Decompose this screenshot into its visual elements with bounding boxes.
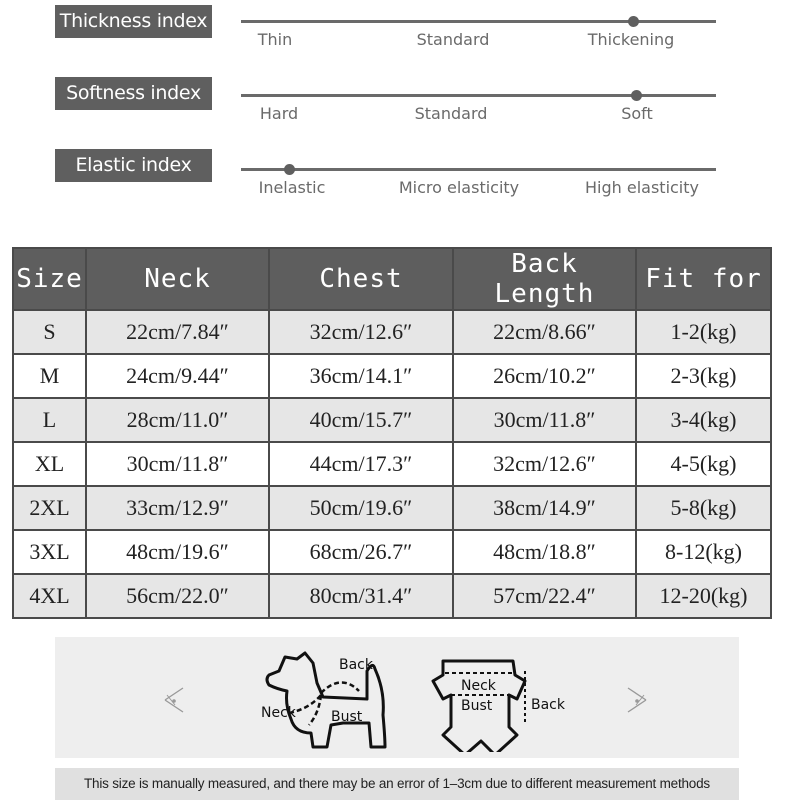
- cell-size: 4XL: [13, 574, 86, 618]
- cell-chest: 44cm/17.3″: [269, 442, 453, 486]
- header-chest: Chest: [269, 248, 453, 310]
- cell-fit-for: 8-12(kg): [636, 530, 771, 574]
- softness-option-standard: Standard: [414, 104, 488, 123]
- cell-size: 3XL: [13, 530, 86, 574]
- chevron-right-icon[interactable]: [622, 685, 652, 715]
- cell-fit-for: 1-2(kg): [636, 310, 771, 354]
- elastic-option-high: High elasticity: [585, 178, 699, 197]
- dog-label-bust: Bust: [331, 709, 363, 725]
- cell-neck: 22cm/7.84″: [86, 310, 269, 354]
- garment-label-bust: Bust: [461, 698, 493, 714]
- cell-back-length: 38cm/14.9″: [453, 486, 636, 530]
- softness-option-hard: Hard: [259, 104, 299, 123]
- table-row: [13, 354, 771, 398]
- cell-size: 2XL: [13, 486, 86, 530]
- dog-measurement-illustration: [255, 647, 415, 752]
- softness-index-label: Softness index: [55, 77, 212, 110]
- dog-label-neck: Neck: [261, 705, 296, 721]
- cell-fit-for: 5-8(kg): [636, 486, 771, 530]
- cell-fit-for: 2-3(kg): [636, 354, 771, 398]
- cell-back-length: 22cm/8.66″: [453, 310, 636, 354]
- cell-neck: 48cm/19.6″: [86, 530, 269, 574]
- cell-chest: 32cm/12.6″: [269, 310, 453, 354]
- dog-label-back: Back: [339, 657, 373, 673]
- cell-size: L: [13, 398, 86, 442]
- garment-label-back: Back: [531, 697, 565, 713]
- cell-back-length: 57cm/22.4″: [453, 574, 636, 618]
- size-chart-table: [12, 247, 772, 619]
- thickness-slider-track: [241, 20, 716, 23]
- thickness-index-label: Thickness index: [55, 5, 212, 38]
- thickness-slider-dot: [628, 16, 639, 27]
- table-row: [13, 398, 771, 442]
- cell-back-length: 48cm/18.8″: [453, 530, 636, 574]
- cell-chest: 68cm/26.7″: [269, 530, 453, 574]
- cell-back-length: 30cm/11.8″: [453, 398, 636, 442]
- garment-measurement-illustration: [425, 657, 565, 752]
- elastic-option-micro: Micro elasticity: [398, 178, 520, 197]
- softness-option-soft: Soft: [621, 104, 653, 123]
- cell-neck: 56cm/22.0″: [86, 574, 269, 618]
- header-size: Size: [13, 248, 86, 310]
- thickness-option-thin: Thin: [257, 30, 293, 49]
- cell-size: XL: [13, 442, 86, 486]
- chevron-left-icon[interactable]: [159, 685, 189, 715]
- measurement-disclaimer: This size is manually measured, and there may be an error of 1–3cm due to different measurement methods: [55, 768, 739, 800]
- cell-size: M: [13, 354, 86, 398]
- cell-chest: 40cm/15.7″: [269, 398, 453, 442]
- table-header-row: [13, 248, 771, 310]
- table-row: [13, 486, 771, 530]
- measurement-diagram: [55, 637, 739, 758]
- table-row: [13, 530, 771, 574]
- elastic-slider-dot: [284, 164, 295, 175]
- cell-neck: 30cm/11.8″: [86, 442, 269, 486]
- thickness-option-standard: Standard: [416, 30, 490, 49]
- elastic-index-label: Elastic index: [55, 149, 212, 182]
- garment-label-neck: Neck: [461, 678, 496, 694]
- cell-neck: 33cm/12.9″: [86, 486, 269, 530]
- cell-chest: 36cm/14.1″: [269, 354, 453, 398]
- softness-slider-dot: [631, 90, 642, 101]
- cell-back-length: 26cm/10.2″: [453, 354, 636, 398]
- thickness-option-thickening: Thickening: [587, 30, 675, 49]
- cell-fit-for: 12-20(kg): [636, 574, 771, 618]
- cell-chest: 50cm/19.6″: [269, 486, 453, 530]
- cell-back-length: 32cm/12.6″: [453, 442, 636, 486]
- cell-chest: 80cm/31.4″: [269, 574, 453, 618]
- elastic-option-inelastic: Inelastic: [258, 178, 326, 197]
- elastic-slider-track: [241, 168, 716, 171]
- header-fit-for: Fit for: [636, 248, 771, 310]
- cell-size: S: [13, 310, 86, 354]
- cell-neck: 24cm/9.44″: [86, 354, 269, 398]
- cell-fit-for: 3-4(kg): [636, 398, 771, 442]
- softness-slider-track: [241, 94, 716, 97]
- table-row: [13, 574, 771, 618]
- cell-neck: 28cm/11.0″: [86, 398, 269, 442]
- header-neck: Neck: [86, 248, 269, 310]
- cell-fit-for: 4-5(kg): [636, 442, 771, 486]
- header-back-length: Back Length: [453, 248, 636, 310]
- table-row: [13, 442, 771, 486]
- table-row: [13, 310, 771, 354]
